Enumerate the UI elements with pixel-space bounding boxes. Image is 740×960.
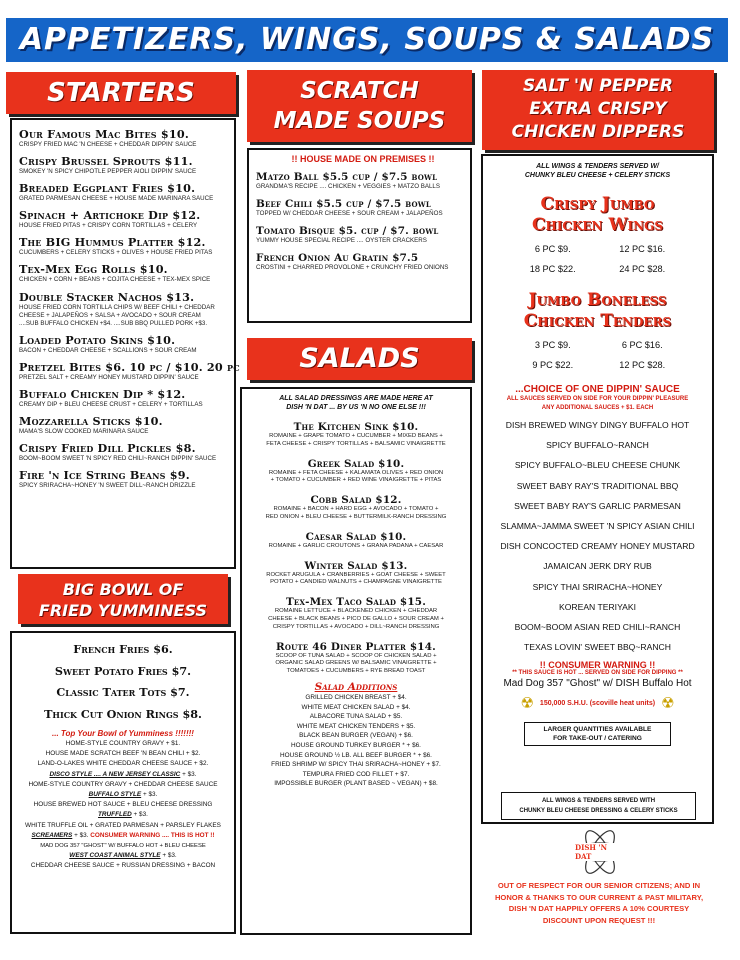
- bowl-item: French Fries $6.: [73, 642, 173, 656]
- salad-desc: CHEESE + BLACK BEANS + PICO DE GALLO + SOUR CREAM +: [268, 615, 444, 622]
- wing-price: 18 PC $22.: [529, 264, 576, 274]
- salad-item: [246, 560, 466, 588]
- salad-addition: BLACK BEAN BURGER (VEGAN) + $6.: [299, 732, 413, 740]
- salad-desc: CRISPY TORTILLAS + AVOCADO + DILL~RANCH DRESSING: [272, 623, 440, 630]
- buffalo-style-price: + $3.: [142, 791, 158, 799]
- salads-panel: [240, 387, 472, 935]
- salad-additions-title: Salad Additions: [314, 680, 398, 693]
- buffalo-style-line: [15, 790, 231, 800]
- menu-item: [19, 154, 234, 176]
- salad-addition: HOUSE GROUND ½ LB. ALL BEEF BURGER * + $6.: [280, 751, 432, 759]
- tender-price: 6 PC $16.: [621, 340, 663, 350]
- salad-desc: RED ONION + BLEU CHEESE + BUTTERMILK-RANCH DRESSING: [265, 513, 447, 520]
- soup-item: [256, 171, 470, 191]
- soup-desc: TOPPED W/ CHEDDAR CHEESE + SOUR CREAM + JALAPEÑOS: [256, 210, 443, 218]
- soup-item: [256, 198, 470, 218]
- salad-name: Caesar Salad $10.: [305, 530, 407, 543]
- item-desc: CRISPY FRIED MAC 'N CHEESE + CHEDDAR DIPPIN' SAUCE: [19, 141, 197, 148]
- salad-addition: FRIED SHRIMP W/ SPICY THAI SRIRACHA~HONEY + $7.: [271, 761, 441, 769]
- wings-note-line2: CHUNKY BLEU CHEESE + CELERY STICKS: [524, 172, 671, 179]
- choice-title: ...CHOICE OF ONE DIPPIN' SAUCE: [515, 384, 680, 395]
- item-name: The BIG Hummus Platter $12.: [19, 235, 206, 250]
- item-desc: BACON + CHEDDAR CHEESE + SCALLIONS + SOUR CREAM: [19, 346, 197, 354]
- item-desc: SMOKEY 'N SPICY CHIPOTLE PEPPER AIOLI DIPPIN' SAUCE: [19, 168, 197, 176]
- disco-style-price: + $3.: [182, 770, 197, 778]
- salad-desc: ROMAINE + GARLIC CROUTONS + GRANA PADANA + CAESAR: [268, 542, 444, 549]
- served-line2: CHUNKY BLEU CHEESE DRESSING & CELERY STICKS: [519, 808, 678, 814]
- bowl-topping: HOUSE MADE SCRATCH BEEF 'N BEAN CHILI + $2.: [45, 750, 201, 758]
- sauce-option: DISH CONCOCTED CREAMY HONEY MUSTARD: [500, 541, 695, 552]
- larger-line2: FOR TAKE-OUT / CATERING: [553, 735, 642, 743]
- disco-style-line: [15, 770, 231, 780]
- tender-price: 12 PC $28.: [619, 360, 666, 370]
- respect-line2: HONOR & THANKS TO OUR CURRENT & PAST MILITARY,: [494, 892, 704, 902]
- sauce-option: DISH BREWED WINGY DINGY BUFFALO HOT: [505, 420, 690, 430]
- hazard-icon: ☢: [520, 695, 534, 713]
- menu-item: [19, 208, 234, 230]
- header-soups-label: SCRATCH MADE SOUPS: [273, 78, 446, 134]
- header-dippers-label: SALT 'N PEPPER EXTRA CRISPY CHICKEN DIPPERS: [511, 76, 685, 142]
- soup-desc: CROSTINI + CHARRED PROVOLONE + CRUNCHY FRIED ONIONS: [256, 264, 449, 272]
- respect-line3: DISH 'N DAT HAPPILY OFFERS A 10% COURTESY: [508, 904, 690, 913]
- wing-price: 6 PC $9.: [534, 244, 571, 254]
- buffalo-style-title: BUFFALO STYLE: [88, 791, 142, 799]
- item-name: Crispy Brussel Sprouts $11.: [19, 154, 193, 169]
- salad-item: [246, 531, 466, 551]
- salad-desc: SCOOP OF TUNA SALAD + SCOOP OF CHICKEN SALAD +: [275, 652, 437, 659]
- west-coast-line: [15, 851, 231, 861]
- salad-item: [246, 596, 466, 631]
- header-bowl-label: BIG BOWL OF FRIED YUMMINESS: [38, 580, 208, 620]
- menu-item: [19, 333, 234, 355]
- salad-desc: + TOMATO + CUCUMBER + RED WINE VINAIGRETTE + PITAS: [270, 477, 442, 484]
- item-desc: CREAMY DIP + BLEU CHEESE CRUST + CELERY + TORTILLAS: [19, 401, 203, 409]
- sauce-option: SPICY BUFFALO~BLEU CHEESE CHUNK: [514, 460, 681, 471]
- salad-addition: IMPOSSIBLE BURGER (PLANT BASED ~ VEGAN) + $8.: [274, 780, 438, 788]
- bowl-item: Thick Cut Onion Rings $8.: [44, 706, 202, 721]
- tenders-title-line2: Chicken Tenders: [523, 311, 672, 331]
- sauce-option: SWEET BABY RAY'S TRADITIONAL BBQ: [516, 480, 679, 491]
- hazard-icon: ☢: [661, 695, 675, 713]
- wings-note-line1: ALL WINGS & TENDERS SERVED W/: [536, 163, 659, 170]
- sauce-option: BOOM~BOOM ASIAN RED CHILI~RANCH: [514, 622, 681, 633]
- sauce-option: SPICY THAI SRIRACHA~HONEY: [532, 581, 663, 592]
- menu-item: [19, 181, 234, 203]
- screamers-line: [15, 831, 231, 841]
- item-desc: HOUSE FRIED PITAS + CRISPY CORN TORTILLAS + CELERY: [19, 222, 198, 230]
- sauce-option: SLAMMA~JAMMA SWEET 'N SPICY ASIAN CHILI: [500, 521, 695, 532]
- item-desc: CHEESE + JALAPEÑOS + SALSA + AVOCADO + SOUR CREAM: [19, 311, 201, 319]
- tender-price: 3 PC $9.: [534, 340, 571, 350]
- buffalo-style-desc: HOUSE BREWED HOT SAUCE + BLEU CHEESE DRESSING: [33, 801, 213, 809]
- salad-addition: WHITE MEAT CHICKEN TENDERS + $5.: [296, 722, 416, 730]
- salads-note-line1: ALL SALAD DRESSINGS ARE MADE HERE AT: [279, 395, 433, 402]
- menu-item: [19, 262, 234, 284]
- west-coast-title: WEST COAST ANIMAL STYLE: [69, 852, 161, 860]
- shu-text: 150,000 S.H.U. (scoville heat units): [539, 699, 656, 707]
- served-with-box: [501, 792, 696, 820]
- starters-panel: [10, 118, 240, 569]
- salad-addition: WHITE MEAT CHICKEN SALAD + $4.: [301, 703, 411, 711]
- truffled-title: TRUFFLED: [98, 811, 132, 819]
- item-desc: HOUSE FRIED CORN TORTILLA CHIPS W/ BEEF CHILI + CHEDDAR: [19, 303, 215, 311]
- bowl-topping: LAND-O-LAKES WHITE CHEDDAR CHEESE SAUCE + $2.: [37, 760, 209, 768]
- sauce-option: TEXAS LOVIN' SWEET BBQ~RANCH: [524, 642, 671, 653]
- item-name: Buffalo Chicken Dip * $12.: [19, 387, 186, 402]
- item-desc: ....SUB BUFFALO CHICKEN +$4. ....SUB BBQ PULLED PORK +$3.: [19, 319, 208, 327]
- truffled-desc: WHITE TRUFFLE OIL + GRATED PARMESAN + PARSLEY FLAKES: [25, 821, 221, 829]
- soups-panel: [247, 148, 472, 323]
- tenders-price-grid: [508, 340, 687, 370]
- sauce-option: JAMAICAN JERK DRY RUB: [543, 561, 652, 572]
- warning-title: !! CONSUMER WARNING !!: [539, 660, 656, 671]
- salad-item: [246, 641, 466, 676]
- senior-discount-note: [484, 880, 714, 926]
- header-bowl: [18, 574, 228, 624]
- west-coast-desc: CHEDDAR CHEESE SAUCE + RUSSIAN DRESSING + BACON: [30, 862, 216, 870]
- screamers-desc: MAD DOG 357 "GHOST" W/ BUFFALO HOT + BLEU CHEESE: [40, 843, 206, 850]
- salad-desc: ROMAINE LETTUCE + BLACKENED CHICKEN + CHEDDAR: [274, 608, 438, 615]
- salad-name: Greek Salad $10.: [307, 457, 405, 470]
- salad-name: Cobb Salad $12.: [310, 494, 402, 507]
- item-name: Our Famous Mac Bites $10.: [19, 127, 189, 141]
- menu-item: [19, 468, 234, 490]
- served-line1: ALL WINGS & TENDERS SERVED WITH: [541, 798, 656, 804]
- wings-title-line1: Crispy Jumbo: [540, 194, 655, 214]
- item-desc: GRATED PARMESAN CHEESE + HOUSE MADE MARINARA SAUCE: [19, 195, 214, 203]
- item-name: Pretzel Bites $6. 10 pc / $10. 20 pc: [19, 359, 240, 374]
- soup-desc: YUMMY HOUSE SPECIAL RECIPE .... OYSTER CRACKERS: [256, 237, 427, 245]
- soup-name: Beef Chili $5.5 cup / $7.5 bowl: [256, 198, 431, 211]
- salad-desc: ROMAINE + GRAPE TOMATO + CUCUMBER + MIXED BEANS +: [269, 433, 443, 439]
- soup-name: Matzo Ball $5.5 cup / $7.5 bowl: [256, 171, 438, 183]
- salad-item: [246, 421, 466, 449]
- salads-note-line2: DISH 'N DAT ... BY US 'N NO ONE ELSE !!!: [286, 404, 426, 411]
- item-desc: PRETZEL SALT + CREAMY HONEY MUSTARD DIPPIN' SAUCE: [19, 373, 199, 381]
- choice-sub-line2: ANY ADDITIONAL SAUCES + $1. EACH: [541, 405, 654, 411]
- salad-addition: GRILLED CHICKEN BREAST + $4.: [305, 693, 407, 701]
- menu-item: [19, 414, 234, 436]
- soup-name: Tomato Bisque $5. cup / $7. bowl: [256, 225, 439, 238]
- shu-line: [486, 694, 709, 712]
- bowl-panel: [10, 631, 236, 934]
- bowl-top-title: ... Top Your Bowl of Yumminess !!!!!!!: [52, 729, 194, 738]
- salad-desc: ROMAINE + BACON + HARD EGG + AVOCADO + TOMATO +: [273, 506, 439, 513]
- bowl-item: Classic Tater Tots $7.: [56, 685, 190, 699]
- salad-addition: TEMPURA FRIED COD FILLET + $7.: [302, 770, 410, 778]
- bowl-topping: HOME-STYLE COUNTRY GRAVY + $1.: [65, 740, 181, 747]
- salad-desc: ROCKET ARUGULA + CRANBERRIES + GOAT CHEESE + SWEET: [266, 571, 446, 578]
- soups-note: !! HOUSE MADE ON PREMISES !!: [291, 154, 435, 164]
- item-name: Tex-Mex Egg Rolls $10.: [19, 262, 168, 277]
- sauce-option: SPICY BUFFALO~RANCH: [546, 440, 649, 451]
- item-name: Spinach + Artichoke Dip $12.: [19, 208, 201, 223]
- header-dippers: [482, 70, 714, 150]
- menu-item: [19, 441, 234, 463]
- salad-name: Route 46 Diner Platter $14.: [276, 640, 436, 653]
- choice-sub-line1: ALL SAUCES SERVED ON SIDE FOR YOUR DIPPIN' PLEASURE: [506, 396, 689, 402]
- item-name: Fire 'n Ice String Beans $9.: [19, 468, 190, 483]
- item-desc: SPICY SRIRACHA~HONEY 'N SWEET DILL~RANCH DRIZZLE: [19, 482, 196, 490]
- item-name: Crispy Fried Dill Pickles $8.: [19, 441, 196, 456]
- item-desc: BOOM~BOOM SWEET 'N SPICY RED CHILI~RANCH DIPPIN' SAUCE: [19, 455, 217, 463]
- wings-title-line2: Chicken Wings: [531, 215, 664, 235]
- soup-name: French Onion Au Gratin $7.5: [256, 252, 419, 265]
- warning-sub: ** THIS SAUCE IS HOT ... SERVED ON SIDE FOR DIPPING **: [512, 670, 683, 677]
- header-starters-label: STARTERS: [47, 78, 195, 108]
- sauce-option: SWEET BABY RAY'S GARLIC PARMESAN: [514, 500, 681, 511]
- menu-item: [19, 290, 234, 328]
- header-salads: [247, 338, 472, 380]
- truffled-price: + $3.: [133, 811, 148, 819]
- logo-text: DISH 'N DAT: [574, 843, 626, 861]
- salad-addition: HOUSE GROUND TURKEY BURGER * + $6.: [291, 741, 421, 749]
- soup-item: [256, 252, 470, 272]
- larger-line1: LARGER QUANTITIES AVAILABLE: [543, 726, 652, 734]
- menu-banner: APPETIZERS, WINGS, SOUPS & SALADS: [6, 18, 728, 62]
- item-name: Mozzarella Sticks $10.: [19, 414, 163, 429]
- item-name: Double Stacker Nachos $13.: [19, 289, 195, 304]
- soup-desc: GRANDMA'S RECIPE .... CHICKEN + VEGGIES + MATZO BALLS: [256, 183, 440, 190]
- screamers-title: SCREAMERS: [31, 831, 73, 839]
- salad-item: [246, 458, 466, 486]
- item-desc: CHICKEN + CORN + BEANS + COJITA CHEESE + TEX-MEX SPICE: [19, 276, 211, 284]
- menu-item: [19, 235, 234, 257]
- disco-style-desc: HOME-STYLE COUNTRY GRAVY + CHEDDAR CHEESE SAUCE: [28, 780, 218, 788]
- tenders-title-line1: Jumbo Boneless: [528, 290, 667, 310]
- salad-desc: FETA CHEESE + CRISPY TORTILLAS + BALSAMIC VINAIGRETTE: [266, 440, 446, 447]
- salad-item: [246, 494, 466, 522]
- item-name: Loaded Potato Skins $10.: [19, 332, 176, 347]
- sauce-option: KOREAN TERIYAKI: [558, 601, 637, 612]
- respect-line4: DISCOUNT UPON REQUEST !!!: [542, 915, 656, 925]
- salad-desc: ORGANIC SALAD GREENS W/ BALSAMIC VINAIGRETTE +: [275, 660, 437, 667]
- item-name: Breaded Eggplant Fries $10.: [19, 181, 196, 196]
- item-desc: MAMA'S SLOW COOKED MARINARA SAUCE: [19, 428, 149, 436]
- respect-line1: OUT OF RESPECT FOR OUR SENIOR CITIZENS; AND IN: [497, 881, 701, 890]
- screamers-warning: CONSUMER WARNING .... THIS IS HOT !!: [90, 831, 215, 839]
- salad-name: Winter Salad $13.: [304, 559, 408, 572]
- west-coast-price: + $3.: [162, 852, 177, 860]
- dish-n-dat-logo: [574, 830, 626, 874]
- tender-price: 9 PC $22.: [532, 360, 574, 370]
- menu-item: [19, 387, 234, 409]
- header-soups: [247, 70, 472, 142]
- salad-desc: POTATO + CANDIED WALNUTS + CHAMPAGNE VINAIGRETTE: [270, 579, 442, 586]
- screamers-price: + $3.: [74, 831, 89, 839]
- soup-item: [256, 225, 470, 245]
- header-starters: [6, 72, 236, 114]
- item-desc: CUCUMBERS + CELERY STICKS + OLIVES + HOUSE FRIED PITAS: [19, 249, 213, 257]
- header-salads-label: SALADS: [299, 343, 420, 374]
- menu-item: [19, 359, 240, 382]
- wings-panel: [481, 154, 714, 824]
- salad-addition: ALBACORE TUNA SALAD + $5.: [309, 713, 403, 721]
- salad-desc: ROMAINE + FETA CHEESE + KALAMATA OLIVES + RED ONION: [268, 469, 444, 476]
- salad-name: The Kitchen Sink $10.: [293, 421, 419, 433]
- disco-style-title: DISCO STYLE .... A NEW JERSEY CLASSIC: [49, 770, 181, 778]
- truffled-line: [15, 810, 231, 820]
- salad-desc: TOMATOES + CUCUMBERS + RYE BREAD TOAST: [286, 668, 426, 675]
- wing-price: 12 PC $16.: [619, 244, 666, 254]
- bowl-item: Sweet Potato Fries $7.: [54, 663, 192, 678]
- menu-item: [19, 127, 234, 149]
- ghost-sauce: Mad Dog 357 "Ghost" w/ DISH Buffalo Hot: [503, 678, 692, 690]
- wings-price-grid: [508, 244, 687, 274]
- wing-price: 24 PC $28.: [619, 264, 666, 274]
- larger-quantities-box: [524, 722, 671, 746]
- salad-name: Tex-Mex Taco Salad $15.: [285, 596, 427, 609]
